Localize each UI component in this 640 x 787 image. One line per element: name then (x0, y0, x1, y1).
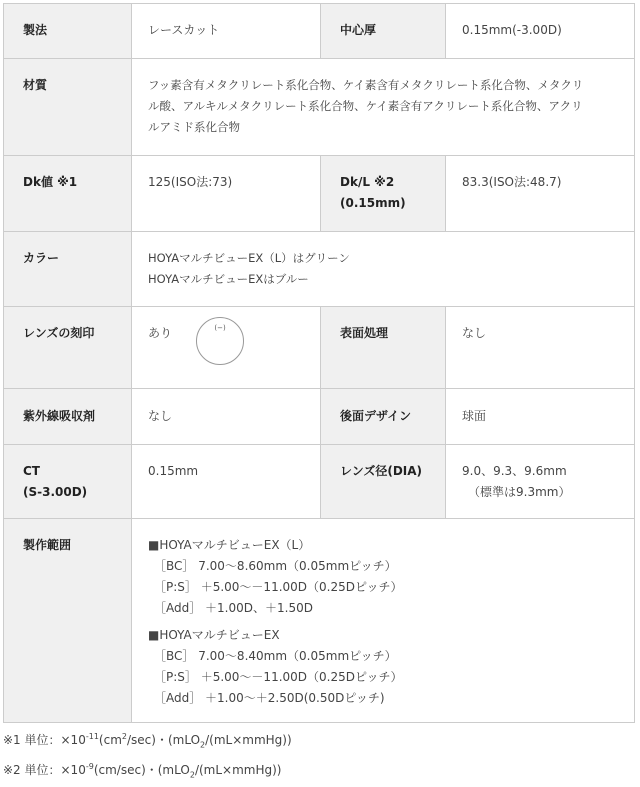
footnote-2 (3, 756, 292, 786)
material-line-2: ル酸、アルキルメタクリレート系化合物、ケイ素含有アクリレート系化合物、アクリ (148, 99, 583, 113)
label-engraving: レンズの刻印 (4, 307, 132, 389)
footnote-1-mid: (cm (98, 733, 122, 747)
material-line-1: フッ素含有メタクリレート系化合物、ケイ素含有メタクリレート系化合物、メタクリ (148, 78, 584, 92)
range-line: ［Add］ ＋1.00D、＋1.50D (154, 601, 313, 615)
row-ct (4, 445, 635, 519)
label-dkl-line-1: Dk/L ※2 (340, 175, 395, 189)
row-range (4, 519, 635, 723)
value-method: レースカット (132, 4, 321, 59)
label-range: 製作範囲 (4, 519, 132, 723)
label-dkl-line-2: (0.15mm) (340, 196, 406, 210)
label-material: 材質 (4, 59, 132, 156)
label-ct-line-1: CT (23, 464, 40, 478)
color-line-1: HOYAマルチビューEX（L）はグリーン (148, 251, 350, 265)
footnote-2-end: /(mL×mmHg)) (194, 763, 282, 778)
footnotes (3, 726, 292, 787)
row-method (4, 4, 635, 59)
footnote-1 (3, 726, 292, 756)
row-dk (4, 156, 635, 232)
label-center-thickness: 中心厚 (321, 4, 446, 59)
range-title-ex-l: ■HOYAマルチビューEX（L） (148, 538, 311, 552)
label-back-design: 後面デザイン (321, 389, 446, 445)
value-material (132, 59, 635, 156)
engraving-text: あり (148, 326, 173, 340)
range-block-ex-l (148, 535, 624, 619)
value-color (132, 232, 635, 307)
footnote-1-subscript: 2 (200, 740, 206, 750)
diameter-line-2: （標準は9.3mm） (468, 485, 571, 499)
spec-table (3, 3, 635, 723)
value-diameter (446, 445, 635, 519)
label-ct (4, 445, 132, 519)
range-line: ［BC］ 7.00～8.40mm（0.05mmピッチ） (154, 649, 397, 663)
row-material (4, 59, 635, 156)
value-dkl: 83.3(ISO法:48.7) (446, 156, 635, 232)
label-diameter: レンズ径(DIA) (321, 445, 446, 519)
footnote-2-exponent: -9 (85, 762, 94, 772)
diameter-line-1: 9.0、9.3、9.6mm (462, 464, 567, 478)
row-engraving (4, 307, 635, 389)
row-uv (4, 389, 635, 445)
range-line: ［BC］ 7.00～8.60mm（0.05mmピッチ） (154, 559, 397, 573)
label-color: カラー (4, 232, 132, 307)
footnote-1-exponent: -11 (85, 732, 99, 741)
value-back-design: 球面 (446, 389, 635, 445)
range-line: ［Add］ ＋1.00～＋2.50D(0.50Dピッチ) (154, 691, 385, 705)
label-surface: 表面処理 (321, 307, 446, 389)
value-ct: 0.15mm (132, 445, 321, 519)
material-line-3: ルアミド系化合物 (148, 120, 240, 134)
footnote-2-prefix: ※2 単位：×10 (3, 763, 86, 778)
footnote-1-rest: /sec)・(mLO (126, 733, 201, 747)
footnote-1-prefix: ※1 単位：×10 (3, 733, 86, 747)
label-uv: 紫外線吸収剤 (4, 389, 132, 445)
value-engraving (132, 307, 321, 389)
range-line: ［P:S］ ＋5.00～－11.00D（0.25Dピッチ） (154, 670, 403, 684)
footnote-1-square: 2 (121, 732, 127, 741)
value-center-thickness: 0.15mm(-3.00D) (446, 4, 635, 59)
value-surface: なし (446, 307, 635, 389)
engraving-mark: (−) (214, 324, 226, 332)
footnote-1-end: /(mL×mmHg)) (205, 733, 292, 747)
value-uv: なし (132, 389, 321, 445)
footnote-2-rest: (cm/sec)・(mLO (93, 763, 190, 778)
label-dk: Dk値 ※1 (4, 156, 132, 232)
range-line: ［P:S］ ＋5.00～－11.00D（0.25Dピッチ） (154, 580, 403, 594)
engraving-circle-icon (196, 317, 244, 365)
range-title-ex: ■HOYAマルチビューEX (148, 628, 280, 642)
row-color (4, 232, 635, 307)
color-line-2: HOYAマルチビューEXはブルー (148, 272, 309, 286)
label-method: 製法 (4, 4, 132, 59)
label-ct-line-2: (S-3.00D) (23, 485, 88, 499)
label-dkl (321, 156, 446, 232)
value-dk: 125(ISO法:73) (132, 156, 321, 232)
footnote-2-subscript: 2 (189, 770, 195, 780)
value-range (132, 519, 635, 723)
range-block-ex (148, 625, 624, 709)
